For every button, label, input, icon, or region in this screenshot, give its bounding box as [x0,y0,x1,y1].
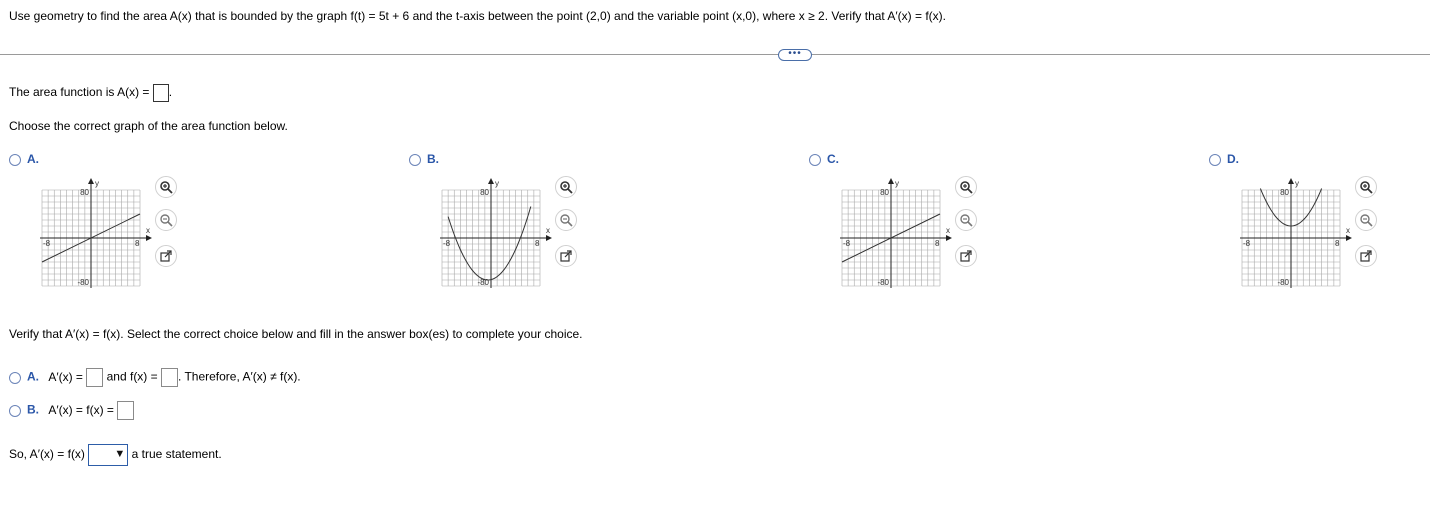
choice-b[interactable] [9,401,134,420]
x-tick-right: 8 [135,239,140,248]
x-tick-left: -8 [1243,239,1251,248]
y-tick-bottom: -80 [77,278,89,287]
y-tick-bottom: -80 [877,278,889,287]
graph-option-b[interactable] [409,152,439,166]
zoom-out-icon[interactable] [555,209,577,231]
area-answer-box[interactable] [153,84,169,102]
y-axis-label: y [1295,179,1299,188]
open-external-icon[interactable] [155,245,177,267]
x-axis-arrow [546,235,552,241]
zoom-in-icon[interactable] [155,176,177,198]
x-axis-arrow [1346,235,1352,241]
choice-b-answer-box[interactable] [117,401,134,420]
x-axis-label: x [946,226,950,235]
zoom-in-icon[interactable] [1355,176,1377,198]
graph-option-radio[interactable] [409,154,421,166]
y-tick-bottom: -80 [477,278,489,287]
area-prompt-end: . [168,85,173,100]
x-tick-right: 8 [935,239,940,248]
choice-a-f-box[interactable] [161,368,178,387]
graph-option-c[interactable] [809,152,839,166]
choice-a-radio[interactable] [9,372,21,384]
x-tick-left: -8 [43,239,51,248]
x-tick-left: -8 [443,239,451,248]
choose-graph-text: Choose the correct graph of the area function below. [9,119,288,133]
open-external-icon[interactable] [955,245,977,267]
zoom-out-icon[interactable] [1355,209,1377,231]
y-tick-top: 80 [80,188,89,197]
y-tick-top: 80 [480,188,489,197]
y-tick-bottom: -80 [1277,278,1289,287]
y-axis-arrow [488,178,494,184]
graph-option-letter: D. [1227,152,1239,166]
graph-option-d[interactable] [1209,152,1239,166]
so-end-text: a true statement. [131,447,222,462]
conclusion-row [9,444,222,466]
choice-a-text1: A′(x) = [48,369,83,384]
zoom-out-icon[interactable] [955,209,977,231]
area-graph [1234,176,1359,291]
y-tick-top: 80 [880,188,889,197]
y-axis-arrow [88,178,94,184]
x-tick-right: 8 [1335,239,1340,248]
y-axis-label: y [495,179,499,188]
divider [0,54,1430,55]
zoom-out-icon[interactable] [155,209,177,231]
choice-b-letter: B. [27,402,39,417]
x-axis-label: x [146,226,150,235]
chevron-down-icon: ▼ [114,448,126,460]
area-function-row [9,84,172,102]
x-axis-arrow [946,235,952,241]
graph-option-radio[interactable] [809,154,821,166]
graph-option-radio[interactable] [1209,154,1221,166]
x-tick-left: -8 [843,239,851,248]
y-axis-label: y [895,179,899,188]
area-prompt: The area function is A(x) = [9,85,150,100]
zoom-in-icon[interactable] [955,176,977,198]
open-external-icon[interactable] [555,245,577,267]
graph-option-a[interactable] [9,152,39,166]
choice-a-letter: A. [27,369,39,384]
truth-dropdown[interactable] [88,444,128,466]
so-text: So, A′(x) = f(x) [9,447,85,462]
choice-a-text2: and f(x) = [106,369,158,384]
y-axis-label: y [95,179,99,188]
graph-option-radio[interactable] [9,154,21,166]
zoom-in-icon[interactable] [555,176,577,198]
choice-b-radio[interactable] [9,405,21,417]
y-tick-top: 80 [1280,188,1289,197]
x-axis-arrow [146,235,152,241]
verify-prompt: Verify that A′(x) = f(x). Select the correct choice below and fill in the answer box(es) to complete your choice. [9,327,583,341]
choice-a-text3: . Therefore, A′(x) ≠ f(x). [178,369,301,384]
graph-option-letter: A. [27,152,39,166]
choice-a-derivative-box[interactable] [86,368,103,387]
graph-option-letter: B. [427,152,439,166]
more-button[interactable]: ••• [778,49,812,61]
x-axis-label: x [1346,226,1350,235]
graph-option-letter: C. [827,152,839,166]
y-axis-arrow [1288,178,1294,184]
area-graph [434,176,559,291]
area-graph [34,176,159,291]
x-tick-right: 8 [535,239,540,248]
y-axis-arrow [888,178,894,184]
area-graph [834,176,959,291]
choice-a[interactable] [9,368,301,387]
open-external-icon[interactable] [1355,245,1377,267]
question-text: Use geometry to find the area A(x) that is bounded by the graph f(t) = 5t + 6 and the t-axis between the point (2,0) and the variable point (x,0), where x ≥ 2. Verify that A′(x) = f(x). [9,9,947,23]
choice-b-text1: A′(x) = f(x) = [48,402,114,417]
x-axis-label: x [546,226,550,235]
